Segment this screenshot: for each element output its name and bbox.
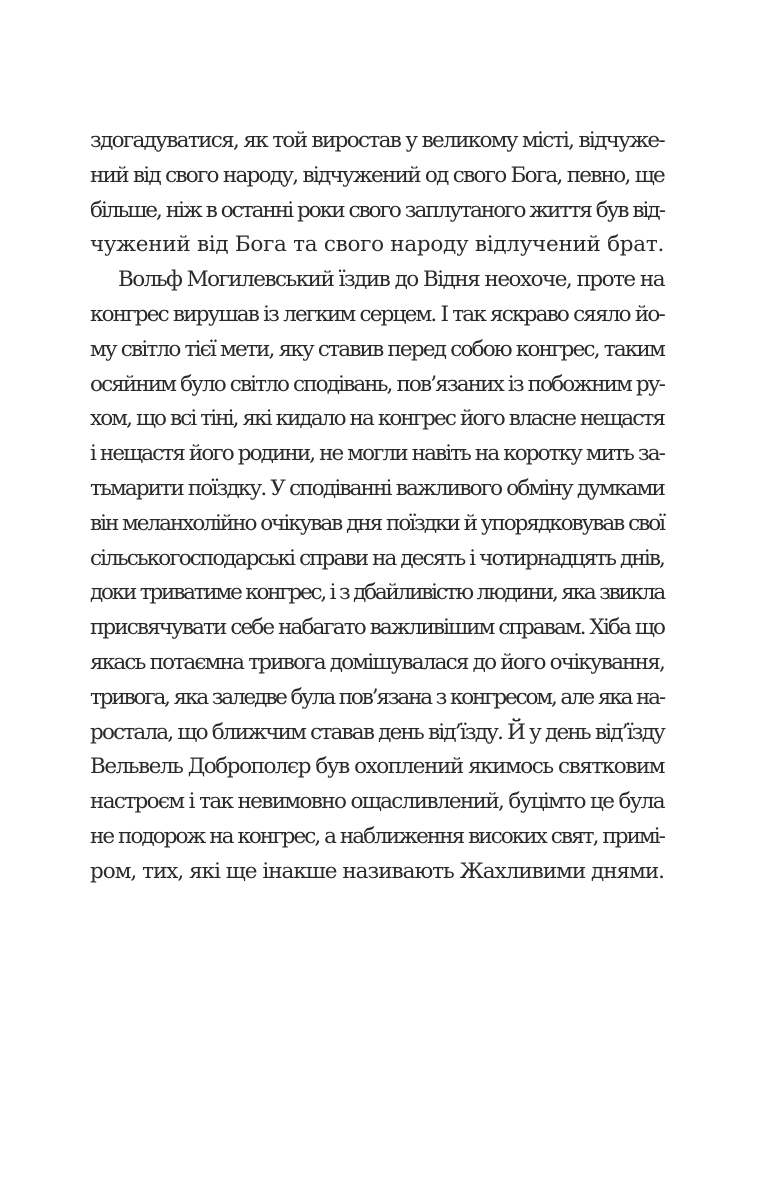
text-line: більше, ніж в останні роки свого заплутаного життя був від- xyxy=(90,197,664,223)
body-text xyxy=(90,124,664,890)
text-line: му світло тієї мети, яку ставив перед собою конгрес, таким xyxy=(90,336,664,362)
text-line: ний від свого народу, відчужений од свого Бога, певно, ще xyxy=(90,162,664,188)
text-line: він меланхолійно очікував дня поїздки й упорядковував свої xyxy=(90,510,664,536)
text-line: якась потаємна тривога домішувалася до його очікування, xyxy=(90,649,664,675)
text-line: чужений від Бога та свого народу відлучений брат. xyxy=(90,232,664,258)
text-line: і нещастя його родини, не могли навіть на коротку мить за- xyxy=(90,441,664,467)
text-line: сільськогосподарські справи на десять і чотирнадцять днів, xyxy=(90,545,665,571)
text-line: хом, що всі тіні, які кидало на конгрес його власне нещастя xyxy=(90,406,664,432)
text-line: осяйним було світло сподівань, пов’язаних із побожним ру- xyxy=(90,371,664,397)
text-line: присвячувати себе набагато важливішим справам. Хіба що xyxy=(90,615,664,641)
text-line: конгрес вирушав із легким серцем. І так яскраво сяяло йо- xyxy=(90,301,664,327)
text-line: настроєм і так невимовно ощасливлений, буцімто це була xyxy=(90,789,664,815)
text-line: доки триватиме конгрес, і з дбайливістю людини, яка звикла xyxy=(90,580,664,606)
text-line: здогадуватися, як той виростав у великому місті, відчуже- xyxy=(90,128,664,153)
text-line: тривога, яка заледве була пов’язана з конгресом, але яка на- xyxy=(90,684,664,710)
text-line: ром, тих, які ще інакше називають Жахливими днями. xyxy=(90,858,664,884)
text-line: Вельвель Доброполєр був охоплений якимось святковим xyxy=(90,754,665,780)
text-line: Вольф Могилевський їздив до Відня неохоче, проте на xyxy=(118,267,664,293)
text-line: ростала, що ближчим ставав день від’їзду. Й у день від’їзду xyxy=(90,719,664,745)
text-line: тьмарити поїздку. У сподіванні важливого обміну думками xyxy=(90,475,664,501)
text-line: не подорож на конгрес, а наближення високих свят, примі- xyxy=(90,823,664,849)
